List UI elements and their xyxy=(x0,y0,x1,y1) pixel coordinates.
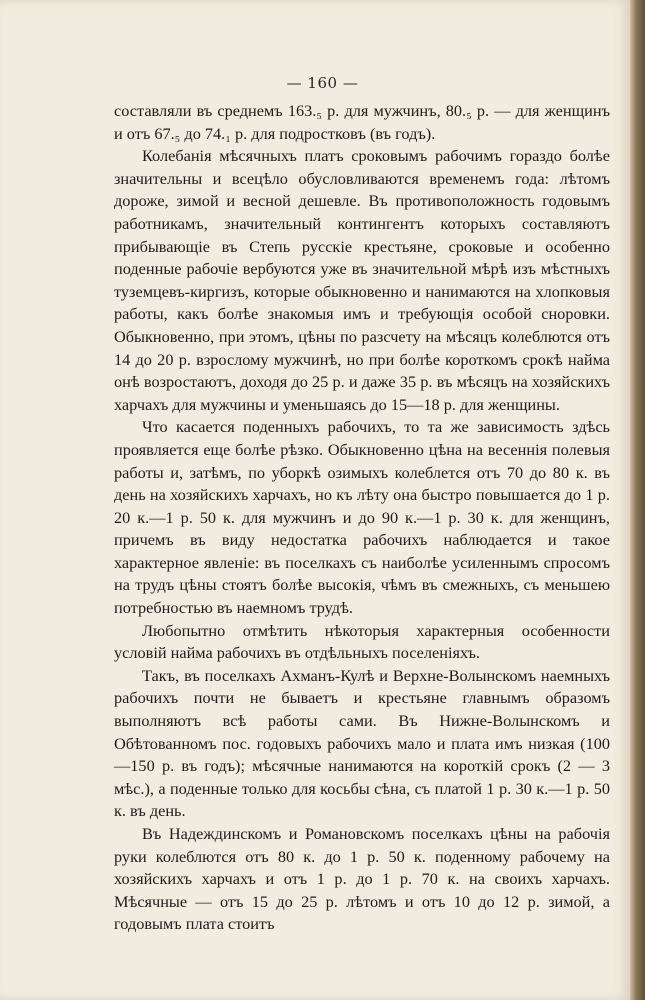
paragraph-settlements: Такъ, въ поселкахъ Ахманъ-Кулѣ и Верхне-Волынскомъ наемныхъ рабочихъ почти не бываетъ и крестьяне главнымъ образомъ выполняютъ всѣ работы сами. Въ Нижне-Волынскомъ и Обѣтованномъ пос. годовыхъ рабочихъ мало и плата имъ низкая (100—150 р. въ годъ); мѣсячные нанимаются на короткій срокъ (2 — 3 мѣс.), а поденные только для косьбы сѣна, съ платой 1 р. 30 к.—1 р. 50 к. въ день. xyxy=(114,665,610,821)
page-edge xyxy=(630,0,645,1000)
page-number: — 160 — xyxy=(286,74,359,92)
paragraph-day-laborers: Что касается поденныхъ рабочихъ, то та же зависимость здѣсь проявляется еще болѣе рѣзко. Обыкновенно цѣна на весеннія полевыя работы и, затѣмъ, по уборкѣ озимыхъ колеблется отъ 70 до 80 к. въ день на хозяйскихъ харчахъ, но къ лѣту она быстро повышается до 1 р. 20 к.—1 р. 50 к. для мужчинъ и до 90 к.—1 р. 30 к. для женщинъ, причемъ въ виду недостатка рабочихъ наблюдается и такое характерное явленіе: въ поселкахъ съ наиболѣе усиленнымъ спросомъ на трудъ цѣны стоятъ болѣе высокія, чѣмъ въ смежныхъ, съ меньшею потребностью въ наемномъ трудѣ. xyxy=(114,417,610,618)
body-text xyxy=(114,100,610,936)
paragraph-features: Любопытно отмѣтить нѣкоторыя характерныя особенности условій найма рабочихъ въ отдѣльныхъ поселеніяхъ. xyxy=(114,620,610,663)
paragraph-continuation: составляли въ среднемъ 163.₅ р. для мужчинъ, 80.₅ р. — для женщинъ и отъ 67.₅ до 74.₁ р. для подростковъ (въ годъ). xyxy=(114,101,610,143)
paragraph-nadezhdinsk: Въ Надеждинскомъ и Романовскомъ поселкахъ цѣны на рабочія руки колеблются отъ 80 к. до 1 р. 50 к. поденному рабочему на хозяйскихъ харчахъ и отъ 1 р. до 1 р. 70 к. на своихъ харчахъ. Мѣсячные — отъ 15 до 25 р. лѣтомъ и отъ 10 до 12 р. зимой, а годовымъ плата стоитъ xyxy=(114,824,610,934)
paragraph-monthly-wages: Колебанія мѣсячныхъ платъ сроковымъ рабочимъ гораздо болѣе значительны и всецѣло обусловливаются временемъ года: лѣтомъ дороже, зимой и весной дешевле. Въ противоположность годовымъ работникамъ, значительный контингентъ которыхъ составляютъ прибывающіе въ Степь русскіе крестьяне, сроковые и особенно поденные рабочіе вербуются уже въ значительной мѣрѣ изъ мѣстныхъ туземцевъ-киргизъ, которые обыкновенно и нанимаются на хлопковыя работы, какъ болѣе знакомыя имъ и требующія особой сноровки. Обыкновенно, при этомъ, цѣны по разсчету на мѣсяцъ колеблются отъ 14 до 20 р. взрослому мужчинѣ, но при болѣе короткомъ срокѣ найма онѣ возростаютъ, доходя до 25 р. и даже 35 р. въ мѣсяцъ на хозяйскихъ харчахъ для мужчины и уменьшаясь до 15—18 р. для женщины. xyxy=(114,146,610,414)
